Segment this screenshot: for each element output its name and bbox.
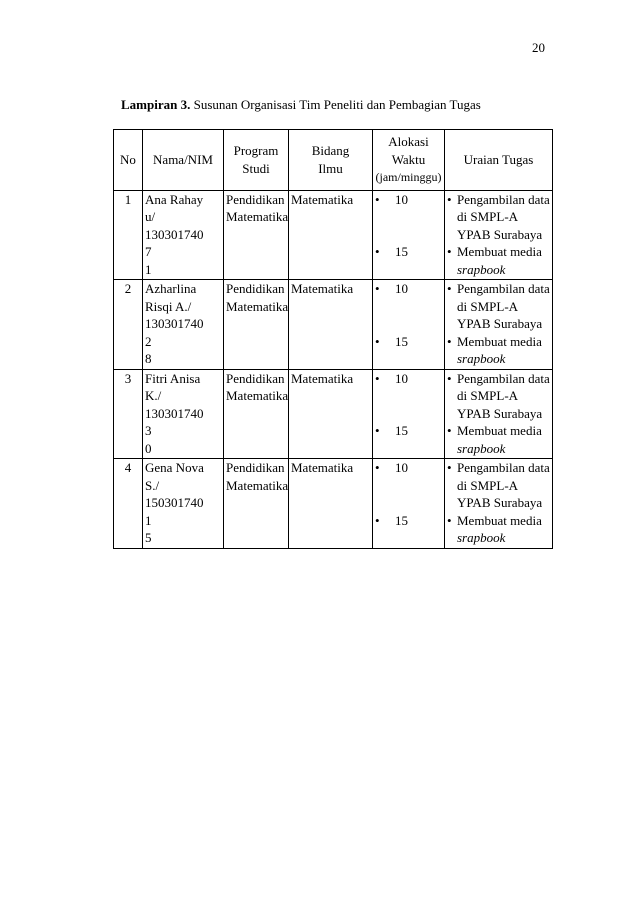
- program-line: Pendidikan: [226, 281, 285, 296]
- alokasi-value: 15: [395, 244, 408, 259]
- bullet-dot-icon: •: [375, 281, 380, 296]
- name-line: S./: [145, 477, 160, 493]
- bullet-dot-icon: •: [447, 244, 452, 259]
- cell-alokasi-waktu: [373, 459, 445, 549]
- tugas-line: Pengambilan data: [457, 460, 550, 475]
- alokasi-item: [375, 191, 442, 209]
- table-caption: [121, 97, 481, 113]
- cell-bidang-ilmu: Matematika: [289, 190, 373, 280]
- cell-alokasi-waktu: [373, 369, 445, 459]
- tugas-line: YPAB Surabaya: [457, 495, 543, 510]
- cell-nama-nim: [143, 369, 224, 459]
- tugas-line: srapbook: [457, 530, 506, 545]
- header-alokasi-waktu: Alokasi Waktu (jam/minggu): [373, 130, 445, 191]
- cell-program-studi: [224, 280, 289, 370]
- alokasi-value: 15: [395, 333, 408, 349]
- cell-no: 4: [114, 459, 143, 549]
- cell-no: 1: [114, 190, 143, 280]
- name-line: Ana Rahayu/: [145, 191, 204, 224]
- table-row: [114, 280, 553, 370]
- program-line: Pendidikan: [226, 370, 285, 386]
- tugas-item: [447, 459, 550, 512]
- cell-bidang-ilmu: Matematika: [289, 459, 373, 549]
- tugas-item: [447, 191, 550, 244]
- bullet-dot-icon: •: [447, 423, 452, 438]
- header-nama-nim: Nama/NIM: [143, 130, 224, 191]
- tugas-line: YPAB Surabaya: [457, 405, 543, 421]
- cell-nama-nim: [143, 280, 224, 370]
- tugas-line: YPAB Surabaya: [457, 316, 543, 331]
- tugas-line: di SMPL-A: [457, 209, 519, 224]
- bullet-dot-icon: •: [375, 512, 380, 528]
- cell-uraian-tugas: [445, 369, 553, 459]
- cell-uraian-tugas: [445, 459, 553, 549]
- cell-bidang-ilmu: Matematika: [289, 369, 373, 459]
- bullet-dot-icon: •: [375, 423, 380, 438]
- name-line: Gena Nova: [145, 460, 204, 475]
- tugas-item: [447, 243, 550, 278]
- tugas-line: Pengambilan data: [457, 281, 550, 296]
- tugas-item: [447, 280, 550, 333]
- cell-nama-nim: [143, 459, 224, 549]
- tugas-line: di SMPL-A: [457, 388, 519, 403]
- alokasi-value: 10: [395, 460, 408, 475]
- program-line: Matematika: [226, 388, 289, 403]
- bullet-dot-icon: •: [375, 370, 380, 386]
- header-no: No: [114, 130, 143, 191]
- tugas-line: di SMPL-A: [457, 477, 519, 493]
- alokasi-item: [375, 422, 442, 440]
- bullet-dot-icon: •: [447, 460, 452, 475]
- cell-program-studi: [224, 369, 289, 459]
- bullet-dot-icon: •: [447, 512, 452, 528]
- name-line: Azharlina: [145, 281, 197, 296]
- name-line: K./: [145, 388, 162, 403]
- bullet-dot-icon: •: [375, 333, 380, 349]
- team-task-table: [113, 129, 553, 549]
- alokasi-item: [375, 333, 442, 351]
- tugas-line: srapbook: [457, 261, 506, 277]
- page-number: 20: [532, 40, 545, 55]
- alokasi-value: 15: [395, 423, 408, 438]
- tugas-item: [447, 333, 550, 368]
- cell-no: 2: [114, 280, 143, 370]
- cell-uraian-tugas: [445, 280, 553, 370]
- alokasi-value: 10: [395, 191, 408, 207]
- alokasi-item: [375, 280, 442, 298]
- tugas-line: Membuat media: [457, 244, 542, 259]
- name-line: 1: [145, 261, 152, 277]
- alokasi-item: [375, 512, 442, 530]
- cell-alokasi-waktu: [373, 280, 445, 370]
- table-row: [114, 459, 553, 549]
- tugas-line: di SMPL-A: [457, 298, 519, 314]
- table-row: [114, 190, 553, 280]
- cell-bidang-ilmu: Matematika: [289, 280, 373, 370]
- tugas-item: [447, 512, 550, 547]
- cell-alokasi-waktu: [373, 190, 445, 280]
- name-line: 1303017407: [145, 226, 204, 259]
- tugas-line: Pengambilan data: [457, 191, 550, 207]
- bullet-dot-icon: •: [447, 333, 452, 349]
- program-line: Matematika: [226, 209, 289, 224]
- alokasi-value: 10: [395, 281, 408, 296]
- alokasi-item: [375, 370, 442, 388]
- caption-text: Susunan Organisasi Tim Peneliti dan Pembagian Tugas: [190, 97, 481, 112]
- header-bidang-ilmu: Bidang Ilmu: [289, 130, 373, 191]
- bullet-dot-icon: •: [375, 244, 380, 259]
- bullet-dot-icon: •: [447, 370, 452, 386]
- table-header-row: [114, 130, 553, 191]
- name-line: 5: [145, 530, 152, 545]
- tugas-line: Membuat media: [457, 423, 542, 438]
- program-line: Pendidikan: [226, 460, 285, 475]
- alokasi-value: 10: [395, 370, 408, 386]
- name-line: 1303017402: [145, 316, 204, 349]
- alokasi-item: [375, 459, 442, 477]
- cell-nama-nim: [143, 190, 224, 280]
- cell-uraian-tugas: [445, 190, 553, 280]
- cell-program-studi: [224, 459, 289, 549]
- alokasi-value: 15: [395, 512, 408, 528]
- tugas-item: [447, 370, 550, 423]
- alokasi-item: [375, 243, 442, 261]
- bullet-dot-icon: •: [447, 191, 452, 207]
- table-row: [114, 369, 553, 459]
- header-uraian-tugas: Uraian Tugas: [445, 130, 553, 191]
- tugas-line: Pengambilan data: [457, 370, 550, 386]
- name-line: Risqi A./: [145, 298, 192, 314]
- name-line: 1503017401: [145, 495, 204, 528]
- program-line: Pendidikan: [226, 191, 285, 207]
- bullet-dot-icon: •: [375, 191, 380, 207]
- tugas-line: Membuat media: [457, 512, 542, 528]
- cell-no: 3: [114, 369, 143, 459]
- name-line: Fitri Anisa: [145, 370, 201, 386]
- tugas-item: [447, 422, 550, 457]
- tugas-line: Membuat media: [457, 333, 542, 349]
- program-line: Matematika: [226, 477, 289, 493]
- header-program-studi: Program Studi: [224, 130, 289, 191]
- tugas-line: srapbook: [457, 351, 506, 366]
- program-line: Matematika: [226, 298, 289, 314]
- caption-label: Lampiran 3.: [121, 97, 191, 112]
- tugas-line: srapbook: [457, 440, 506, 456]
- bullet-dot-icon: •: [447, 281, 452, 296]
- name-line: 1303017403: [145, 405, 204, 438]
- cell-program-studi: [224, 190, 289, 280]
- name-line: 8: [145, 351, 152, 366]
- tugas-line: YPAB Surabaya: [457, 226, 543, 242]
- bullet-dot-icon: •: [375, 460, 380, 475]
- name-line: 0: [145, 440, 152, 456]
